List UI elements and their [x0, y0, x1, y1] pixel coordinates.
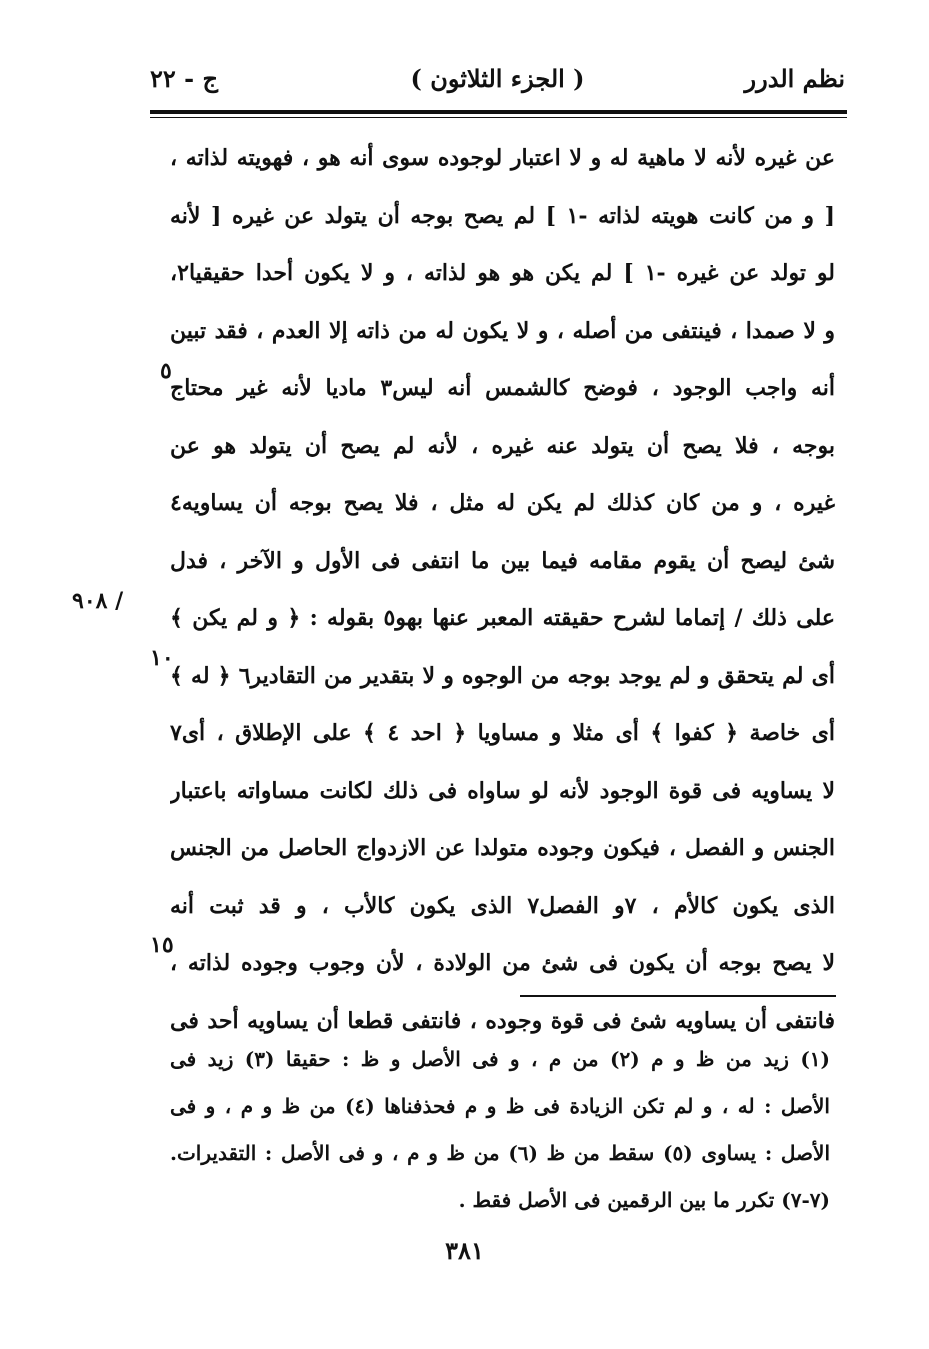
- text-line: [ و من كانت هويته لذاته -١ ] لم يصح بوجه أن يتولد عن غيره [ لأنه: [170, 202, 835, 229]
- text-line: غيره ، و من كان كذلك لم يكن له مثل ، فلا يصح بوجه أن يساويه٤: [170, 490, 835, 516]
- manuscript-page-ref: ٩٠٨ /: [72, 588, 124, 614]
- running-header: [150, 60, 845, 104]
- footnote-line: الأصل : يساوى (٥) سقط من ظ (٦) من ظ و م ، و فى الأصل : التقديرات.: [170, 1141, 830, 1165]
- text-line: الذى يكون كالأم ، ٧و الفصل٧ الذى يكون كالأب ، و قد ثبت أنه: [170, 892, 835, 919]
- text-line: على ذلك / إتماما لشرح حقيقته المعبر عنها بهو٥ بقوله : ﴿ و لم يكن ﴾: [170, 605, 835, 631]
- volume-number: ج - ٢٢: [150, 64, 218, 93]
- text-line: أنه واجب الوجود ، فوضح كالشمس أنه ليس٣ ماديا لأنه غير محتاج: [170, 375, 835, 401]
- footnotes: [170, 1036, 830, 1224]
- footnote-line: (١) زيد من ظ و م (٢) من م ، و فى الأصل و ظ : حقيقا (٣) زيد فى: [170, 1047, 830, 1071]
- text-line: عن غيره لأنه لا ماهية له و لا اعتبار لوجوده سوى أنه هو ، فهويته لذاته ،: [170, 145, 835, 171]
- text-line: و لا صمدا ، فينتفى من أصله ، و لا يكون له من ذاته إلا العدم ، فقد تبين: [170, 317, 835, 344]
- text-line: لا يساويه فى قوة الوجود لأنه لو ساواه فى ذلك لكانت مساواته باعتبار: [170, 777, 835, 804]
- text-line: لو تولد عن غيره -١ ] لم يكن هو هو لذاته ، و لا يكون أحدا حقيقيا٢،: [170, 260, 835, 286]
- line-number-5: ٥: [160, 358, 172, 384]
- line-number-15: ١٥: [150, 932, 174, 958]
- text-line: شئ ليصح أن يقوم مقامه فيما بين ما انتفى فى الأول و الآخر ، فدل: [170, 547, 835, 574]
- text-line: الجنس و الفصل ، فيكون وجوده متولدا عن الازدواج الحاصل من الجنس: [170, 835, 835, 861]
- page-number: ٣٨١: [445, 1236, 484, 1265]
- text-line: أى لم يتحقق و لم يوجد بوجه من الوجوه و لا بتقدير من التقادير٦ ﴿ له ﴾: [170, 662, 835, 689]
- footnote-rule: [520, 995, 836, 997]
- text-line: لا يصح بوجه أن يكون فى شئ من الولادة ، لأن وجوب وجوده لذاته ،: [170, 950, 835, 976]
- main-text: [170, 130, 835, 1050]
- header-rule-thin: [150, 117, 847, 118]
- text-line: أى خاصة ﴿ كفوا ﴾ أى مثلا و مساويا ﴿ احد ٤ ﴾ على الإطلاق ، أى٧: [170, 720, 835, 746]
- footnote-line: (٧-٧) تكرر ما بين الرقمين فى الأصل فقط .: [458, 1188, 830, 1212]
- footnote-line: الأصل : له ، و لم تكن الزيادة فى ظ و م فحذفناها (٤) من ظ و م ، و فى: [170, 1094, 830, 1118]
- text-line: بوجه ، فلا يصح أن يتولد عنه غيره ، لأنه لم يصح أن يتولد هو عن: [170, 432, 835, 459]
- book-title: نظم الدرر: [744, 64, 845, 93]
- part-title: ( الجزء الثلاثون ): [410, 64, 585, 93]
- line-number-10: ١٠: [150, 645, 174, 671]
- text-line: فانتفى أن يساويه شئ فى قوة وجوده ، فانتفى قطعا أن يساويه أحد فى: [170, 1007, 835, 1034]
- header-rule-thick: [150, 110, 847, 114]
